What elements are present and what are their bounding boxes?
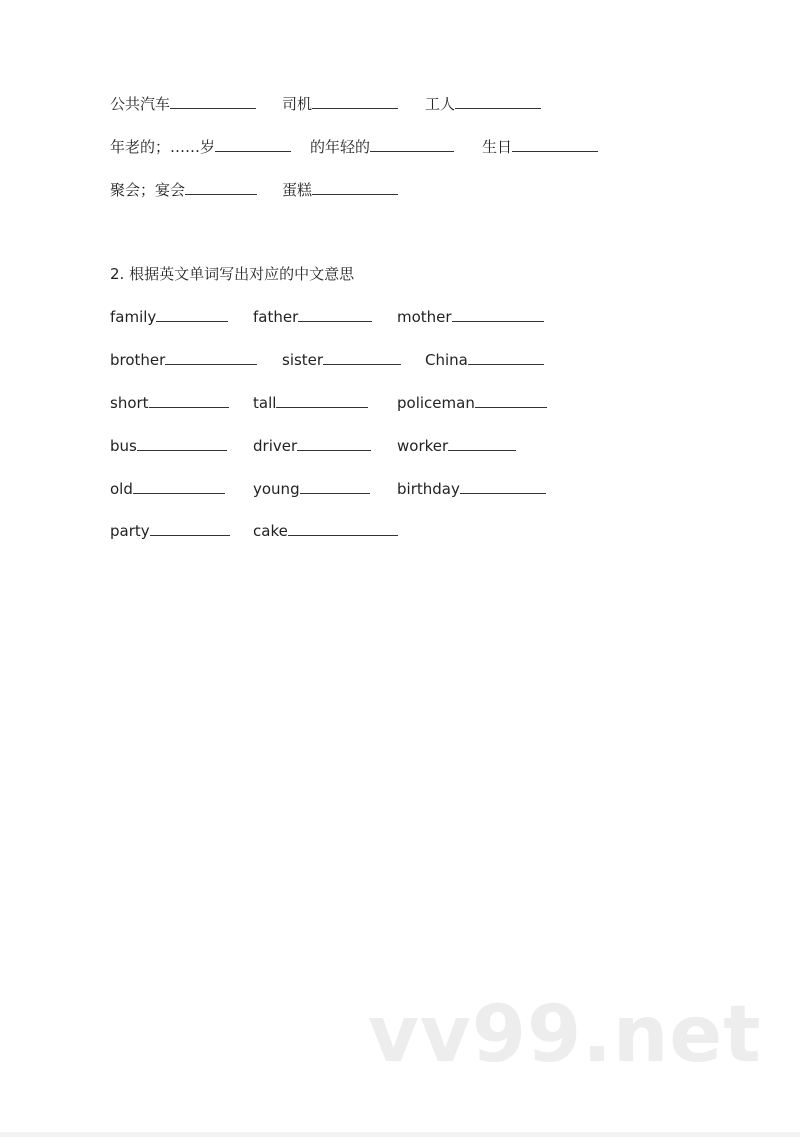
watermark: vv99.net <box>368 990 762 1080</box>
answer-blank <box>475 393 547 408</box>
en-item <box>110 436 227 456</box>
answer-blank <box>137 436 227 451</box>
answer-blank <box>468 350 544 365</box>
answer-blank <box>370 137 454 152</box>
answer-blank <box>276 393 368 408</box>
answer-blank <box>312 180 398 195</box>
answer-blank <box>288 521 398 536</box>
cn-word: 司机 <box>282 95 313 113</box>
answer-blank <box>297 436 371 451</box>
en-word: cake <box>253 522 288 540</box>
answer-blank <box>298 307 372 322</box>
en-item <box>110 479 225 499</box>
en-item <box>397 393 547 413</box>
answer-blank <box>149 393 229 408</box>
cn-word: 工人 <box>425 95 456 113</box>
answer-blank <box>156 307 228 322</box>
section-heading: 2. 根据英文单词写出对应的中文意思 <box>110 265 355 283</box>
en-word: father <box>253 308 299 326</box>
en-item <box>397 307 544 327</box>
en-word: brother <box>110 351 166 369</box>
en-row-2 <box>0 350 800 374</box>
en-item <box>253 393 368 413</box>
cn-word: 的年轻的 <box>310 138 371 156</box>
cn-word: 聚会；宴会 <box>110 181 186 199</box>
en-word: tall <box>253 394 277 412</box>
cn-item <box>110 180 257 200</box>
cn-word: 蛋糕 <box>282 181 313 199</box>
answer-blank <box>170 94 256 109</box>
en-row-4 <box>0 436 800 460</box>
answer-blank <box>455 94 541 109</box>
cn-row-3 <box>0 180 800 204</box>
en-item <box>253 479 370 499</box>
en-word: driver <box>253 437 298 455</box>
answer-blank <box>300 479 370 494</box>
cn-row-2 <box>0 137 800 161</box>
en-item <box>110 350 257 370</box>
en-word: young <box>253 480 300 498</box>
cn-row-1 <box>0 94 800 118</box>
en-word: policeman <box>397 394 475 412</box>
en-item <box>253 436 371 456</box>
en-item <box>397 436 516 456</box>
cn-word: 公共汽车 <box>110 95 171 113</box>
en-word: family <box>110 308 157 326</box>
en-word: bus <box>110 437 137 455</box>
cn-item <box>425 94 541 114</box>
en-item <box>282 350 401 370</box>
en-word: sister <box>282 351 324 369</box>
en-item <box>253 521 398 541</box>
en-item <box>110 393 229 413</box>
cn-word: 年老的；……岁 <box>110 138 216 156</box>
answer-blank <box>165 350 257 365</box>
en-item <box>397 479 546 499</box>
en-item <box>425 350 544 370</box>
en-row-6 <box>0 521 800 545</box>
cn-item <box>282 94 398 114</box>
answer-blank <box>215 137 291 152</box>
answer-blank <box>460 479 546 494</box>
cn-item <box>310 137 454 157</box>
en-row-3 <box>0 393 800 417</box>
en-item <box>110 521 230 541</box>
cn-word: 生日 <box>482 138 513 156</box>
en-row-1 <box>0 307 800 331</box>
answer-blank <box>185 180 257 195</box>
answer-blank <box>133 479 225 494</box>
en-item <box>110 307 228 327</box>
answer-blank <box>150 521 230 536</box>
cn-item <box>110 137 291 157</box>
en-word: China <box>425 351 468 369</box>
answer-blank <box>448 436 516 451</box>
en-word: short <box>110 394 149 412</box>
cn-item <box>110 94 256 114</box>
cn-item <box>282 180 398 200</box>
en-word: party <box>110 522 150 540</box>
en-item <box>253 307 372 327</box>
en-word: mother <box>397 308 452 326</box>
en-word: worker <box>397 437 449 455</box>
answer-blank <box>312 94 398 109</box>
en-word: birthday <box>397 480 460 498</box>
answer-blank <box>452 307 544 322</box>
answer-blank <box>512 137 598 152</box>
en-word: old <box>110 480 133 498</box>
answer-blank <box>323 350 401 365</box>
cn-item <box>482 137 598 157</box>
en-row-5 <box>0 479 800 503</box>
